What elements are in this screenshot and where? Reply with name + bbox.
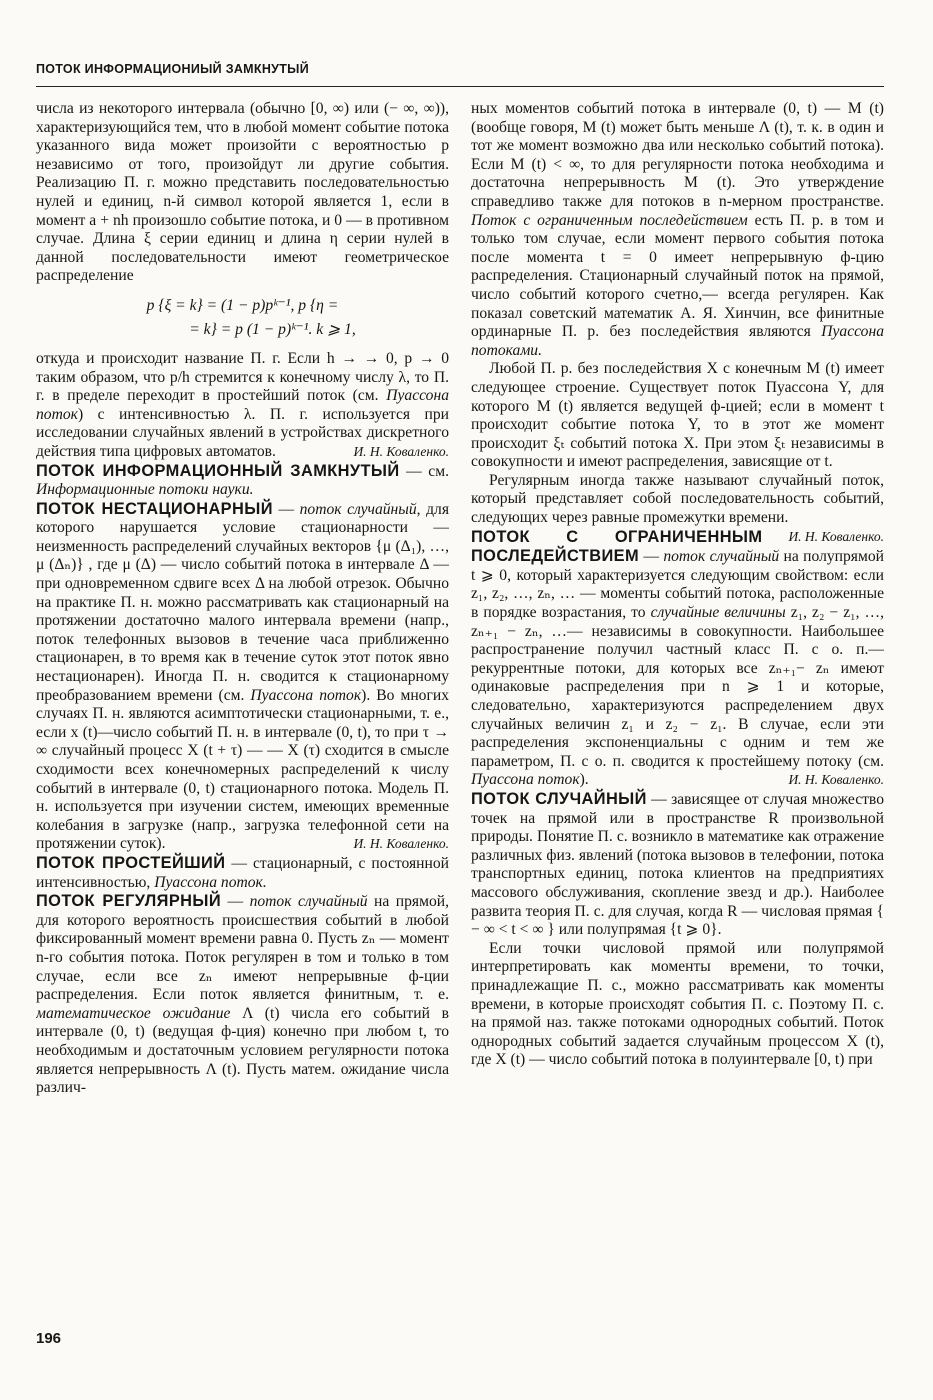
text: ) с интенсивностью λ. П. г. используется при исследовании случайных явлений в устройствах дискретного действия типа цифровых автоматов. xyxy=(36,405,449,460)
cross-reference-link[interactable]: Пуассона поток. xyxy=(154,873,267,891)
text: есть П. р. в том и только том случае, если момент первого события потока после момента t = 0 имеет непрерывную ф-цию распределения. Стационарный случайный поток на прямой, число событий которого счетно,— всегда регулярен. Как показал советский математик А. Я. Хинчин, все финитные ординарные П. р. без последействия являются xyxy=(471,211,884,341)
paragraph xyxy=(471,471,884,544)
left-column xyxy=(36,100,449,1330)
text: Регулярным иногда также называют случайный поток, который представляет собой последовательность событий, следующих через равные промежутки времени. xyxy=(471,471,884,527)
entry xyxy=(36,462,449,500)
entry-headword: ПОТОК РЕГУЛЯРНЫЙ xyxy=(36,892,222,911)
formula-line: = k} = p (1 − p)ᵏ⁻¹. k ⩾ 1, xyxy=(189,320,356,338)
text: ных моментов событий потока в интервале (0, t) — M (t) (вообще говоря, M (t) может быть меньше Λ (t), т. к. в один и тот же момент возможно два или несколько событий потока). Если M (t) < ∞, то для регулярности потока необходима и достаточна непрерывность M (t). Это утверждение справедливо также для потоков в n-мерном пространстве. xyxy=(471,100,884,210)
cross-reference-link[interactable]: математическое ожидание xyxy=(36,1004,231,1022)
author-signature: И. Н. Коваленко. xyxy=(353,836,449,852)
text: — см. xyxy=(399,462,449,480)
cross-reference-link[interactable]: Пуассона поток xyxy=(250,686,362,704)
author-signature: И. Н. Коваленко. xyxy=(788,772,884,788)
text: Λ (t) числа его событий в интервале (0, t) (ведущая ф-ция) конечно при любом t, то необходимым и достаточным условием регулярности потока является непрерывность Λ (t). Пусть матем. ожидание числа различ- xyxy=(36,1004,449,1097)
entry-headword: ПОТОК ПРОСТЕЙШИЙ xyxy=(36,853,226,872)
formula xyxy=(36,294,449,342)
entry-headword: ПОТОК СЛУЧАЙНЫЙ xyxy=(471,789,647,808)
text: числа из некоторого интервала (обычно [0, ∞) или (− ∞, ∞)), характеризующийся тем, что в любой момент событие потока указанного вида может произойти с вероятностью p независимо от того, произойдут ли другие события. Реализацию П. г. можно представить последовательностью нулей и единиц, n-й символ которой является 1, если в момент a + nh произошло событие потока, и 0 — в противном случае. Длина ξ серии единиц и длина η серии нулей в данной последовательности имеют геометрическое распределение xyxy=(36,100,449,285)
formula-line: p {ξ = k} = (1 − p)pᵏ⁻¹, p {η = xyxy=(146,296,339,314)
text: на полупрямой t ⩾ 0, который характеризуется следующим свойством: если z₁, z₂, …, zₙ, … — моменты событий потока, расположенные в порядке возрастания, то xyxy=(471,548,884,622)
entry xyxy=(471,528,884,790)
text: Если точки числовой прямой или полупрямой интерпретировать как моменты времени, то точки, принадлежащие П. с., можно рассматривать как моменты времени, в которые происходят события П. с. Поэтому П. с. на прямой наз. также потоками однородных событий. Поток однородных событий задается случайным процессом X (t), где X (t) — число событий потока в полуинтервале [0, t) при xyxy=(471,939,884,1069)
text: z₁, z₂ − z₁, …, zₙ₊₁ − zₙ, …— независимы в совокупности. Наибольшее распространение получил частный класс П. с о. п.— рекуррентные потоки, для которых все zₙ₊₁− zₙ имеют одинаковые распределения при n ⩾ 1 и которые, следовательно, характеризуются распределением двух случайных величин z₁ и z₂ − z₁. В случае, если эти распределения экспоненциальны с одним и тем же параметром, П. с о. п. сводится к простейшему потоку (см. xyxy=(471,604,884,770)
entry xyxy=(36,892,449,1098)
cross-reference-link[interactable]: поток случайный xyxy=(299,500,417,518)
cross-reference-link[interactable]: случайные величины xyxy=(650,604,786,622)
text: откуда и происходит название П. г. Если h → → 0, p → 0 таким образом, что p/h стремится к конечному числу λ, то П. г. в пределе переходит в простейший поток (см. xyxy=(36,349,449,405)
text: — зависящее от случая множество точек на прямой или в пространстве R произвольной природы. Понятие П. с. возникло в математике как отражение различных физ. явлений (потока вызовов в телефонии, потока транспортных единиц, потока клиентов на предприятиях массового обслуживания, скопление звезд и др.). Наиболее развита теория П. с. для случая, когда R — числовая прямая { − ∞ < t < ∞ } или полупрямая {t ⩾ 0}. xyxy=(471,790,884,939)
paragraph xyxy=(471,100,884,360)
paragraph xyxy=(36,350,449,462)
right-column xyxy=(471,100,884,1330)
author-signature: И. Н. Коваленко. xyxy=(353,443,449,459)
entry-headword: ПОТОК НЕСТАЦИОНАРНЫЙ xyxy=(36,499,273,518)
text: , для которого нарушается условие стационарности — неизменность распределений случайных векторов {μ (Δ₁), …, μ (Δₙ)} , где μ (Δ) — число событий потока в интервале Δ — при одновременном сдвиге всех Δ на любой отрезок. Обычно на практике П. н. можно рассматривать как стационарный на протяжении достаточно малого интервала времени (напр., поток телефонных вызовов в течение часа приближенно стационарен, в то время как в течение суток этот поток явно нестационарен). Иногда П. н. сводится к стационарному преобразованием времени (см. xyxy=(36,500,449,704)
entry xyxy=(36,854,449,892)
text: — xyxy=(639,548,664,566)
author-signature: И. Н. Коваленко. xyxy=(788,528,884,544)
entry xyxy=(36,500,449,854)
cross-reference-link[interactable]: Информационные потоки науки. xyxy=(36,481,254,499)
cross-reference-link[interactable]: поток случайный xyxy=(249,893,368,911)
running-head: ПОТОК ИНФОРМАЦИОНИЫЙ ЗАМКНУТЫЙ xyxy=(36,62,309,76)
text: ). Во многих случаях П. н. являются асимптотически стационарными, т. е., если x (t)—число событий П. н. в интервале (0, t), то при τ → ∞ случайный процесс X (t + τ) — — X (τ) сходится в смысле сходимости всех конечномерных распределений к числу событий в интервале (0, t) стационарного потока. Модель П. н. используется при изучении систем, имеющих временные колебания в загрузке (напр., загрузка телефонной сети на протяжении суток). xyxy=(36,686,449,853)
cross-reference-link[interactable]: поток случайный xyxy=(663,548,780,566)
paragraph xyxy=(36,100,449,286)
cross-reference-link[interactable]: Пуассона поток xyxy=(36,387,449,423)
entry-headword: ПОТОК ИНФОРМАЦИОННЫЙ ЗАМКНУТЫЙ xyxy=(36,461,400,480)
page-number: 196 xyxy=(36,1330,62,1347)
entry xyxy=(471,790,884,940)
text: на прямой, для которого вероятность происшествия событий в любой фиксированный момент времени равна 0. Пусть zₙ — момент n-го события потока. Поток регулярен в том и только в том случае, если все zₙ имеют непрерывные ф-ции распределения. Если поток является финитным, т. е. xyxy=(36,893,449,1004)
paragraph xyxy=(471,360,884,472)
entry-headword: ПОТОК С ОГРАНИЧЕННЫМ ПОСЛЕДЕЙСТВИЕМ xyxy=(471,527,763,566)
text: — xyxy=(272,500,300,518)
text: — стационарный, с постоянной интенсивностью, xyxy=(36,854,449,891)
cross-reference-link[interactable]: Поток с ограниченным последействием xyxy=(471,211,748,229)
header-rule xyxy=(36,86,884,87)
cross-reference-link[interactable]: Пуассона потоками. xyxy=(471,323,884,359)
cross-reference-link[interactable]: Пуассона поток xyxy=(471,771,580,789)
paragraph xyxy=(471,940,884,1070)
text: — xyxy=(221,893,250,911)
text: Любой П. р. без последействия X с конечным M (t) имеет следующее строение. Существует поток Пуассона Y, для которого M (t) является ведущей ф-цией; если в момент t происходит событие потока Y, то в этот же момент происходит ξₜ событий потока X. При этом ξₜ независимы в совокупности и имеют распределения, зависящие от t. xyxy=(471,360,884,471)
text: ). xyxy=(579,771,589,789)
